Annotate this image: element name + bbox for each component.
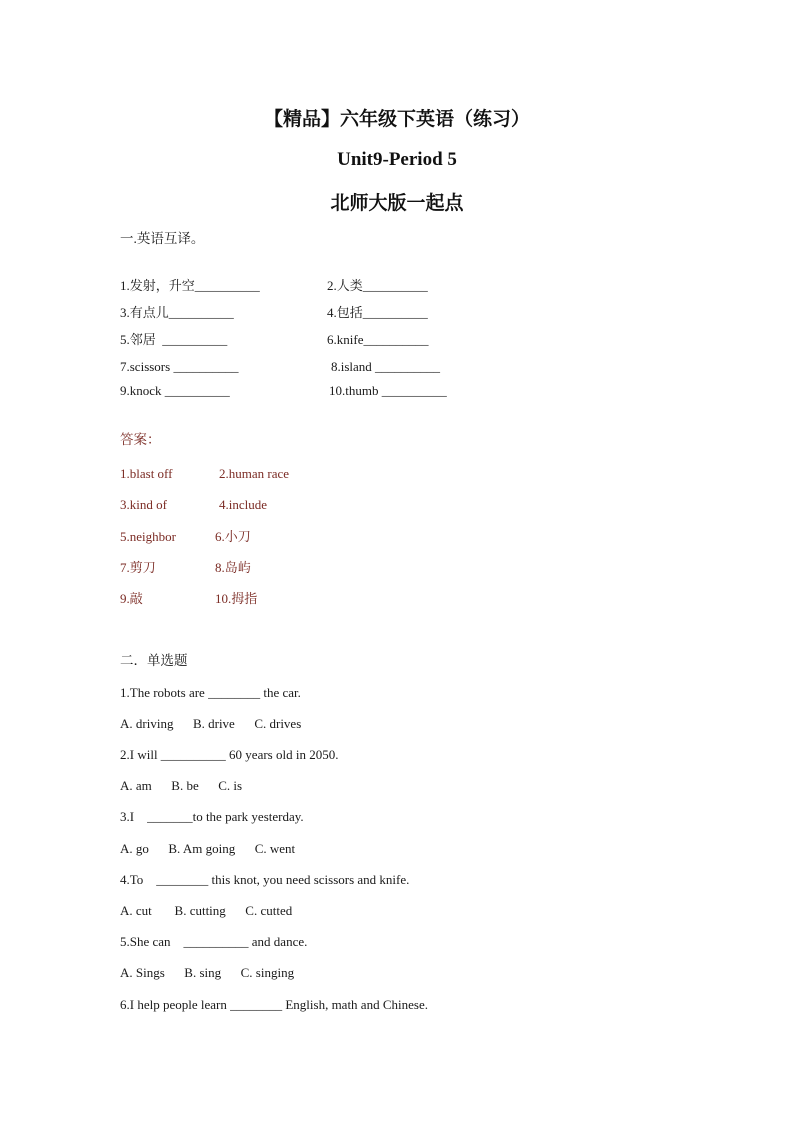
answers-label: 答案：: [120, 432, 161, 447]
document-title: 【精品】六年级下英语（练习）: [263, 109, 530, 130]
question-options: A. driving B. drive C. drives: [120, 716, 302, 731]
question-options: A. go B. Am going C. went: [120, 841, 296, 856]
vocab-item: 7.scissors __________: [120, 359, 239, 374]
question-options: A. am B. be C. is: [120, 778, 243, 793]
vocab-item: 6.knife__________: [327, 332, 429, 347]
question-text: 5.She can __________ and dance.: [120, 934, 308, 949]
question-options: A. cut B. cutting C. cutted: [120, 903, 293, 918]
answer-item: 3.kind of: [120, 497, 167, 512]
answer-item: 5.neighbor: [120, 529, 176, 544]
vocab-item: 8.island __________: [331, 359, 441, 374]
vocab-item: 2.人类__________: [327, 278, 428, 293]
answer-item: 6.小刀: [215, 529, 251, 544]
vocab-item: 9.knock __________: [120, 383, 230, 398]
answer-item: 8.岛屿: [215, 560, 251, 575]
vocab-item: 4.包括__________: [327, 305, 428, 320]
vocab-item: 10.thumb __________: [329, 383, 447, 398]
unit-subtitle: Unit9-Period 5: [337, 149, 457, 170]
answer-item: 7.剪刀: [120, 560, 156, 575]
question-options: A. Sings B. sing C. singing: [120, 965, 295, 980]
answer-item: 4.include: [219, 497, 268, 512]
publisher-line: 北师大版一起点: [330, 193, 464, 214]
vocab-item: 1.发射，升空__________: [120, 278, 260, 293]
answer-item: 10.拇指: [215, 591, 258, 606]
question-text: 2.I will __________ 60 years old in 2050.: [120, 747, 339, 762]
answer-item: 1.blast off: [120, 466, 173, 481]
answer-item: 9.敲: [120, 591, 143, 606]
question-text: 1.The robots are ________ the car.: [120, 685, 301, 700]
question-text: 4.To ________ this knot, you need scissors and knife.: [120, 872, 410, 887]
question-text: 6.I help people learn ________ English, math and Chinese.: [120, 997, 428, 1012]
section2-heading: 二．单选题: [120, 653, 188, 668]
section1-heading: 一.英语互译。: [120, 231, 205, 246]
vocab-item: 5.邻居 __________: [120, 332, 228, 347]
answer-item: 2.human race: [219, 466, 290, 481]
vocab-item: 3.有点儿__________: [120, 305, 234, 320]
question-text: 3.I _______to the park yesterday.: [120, 809, 304, 824]
